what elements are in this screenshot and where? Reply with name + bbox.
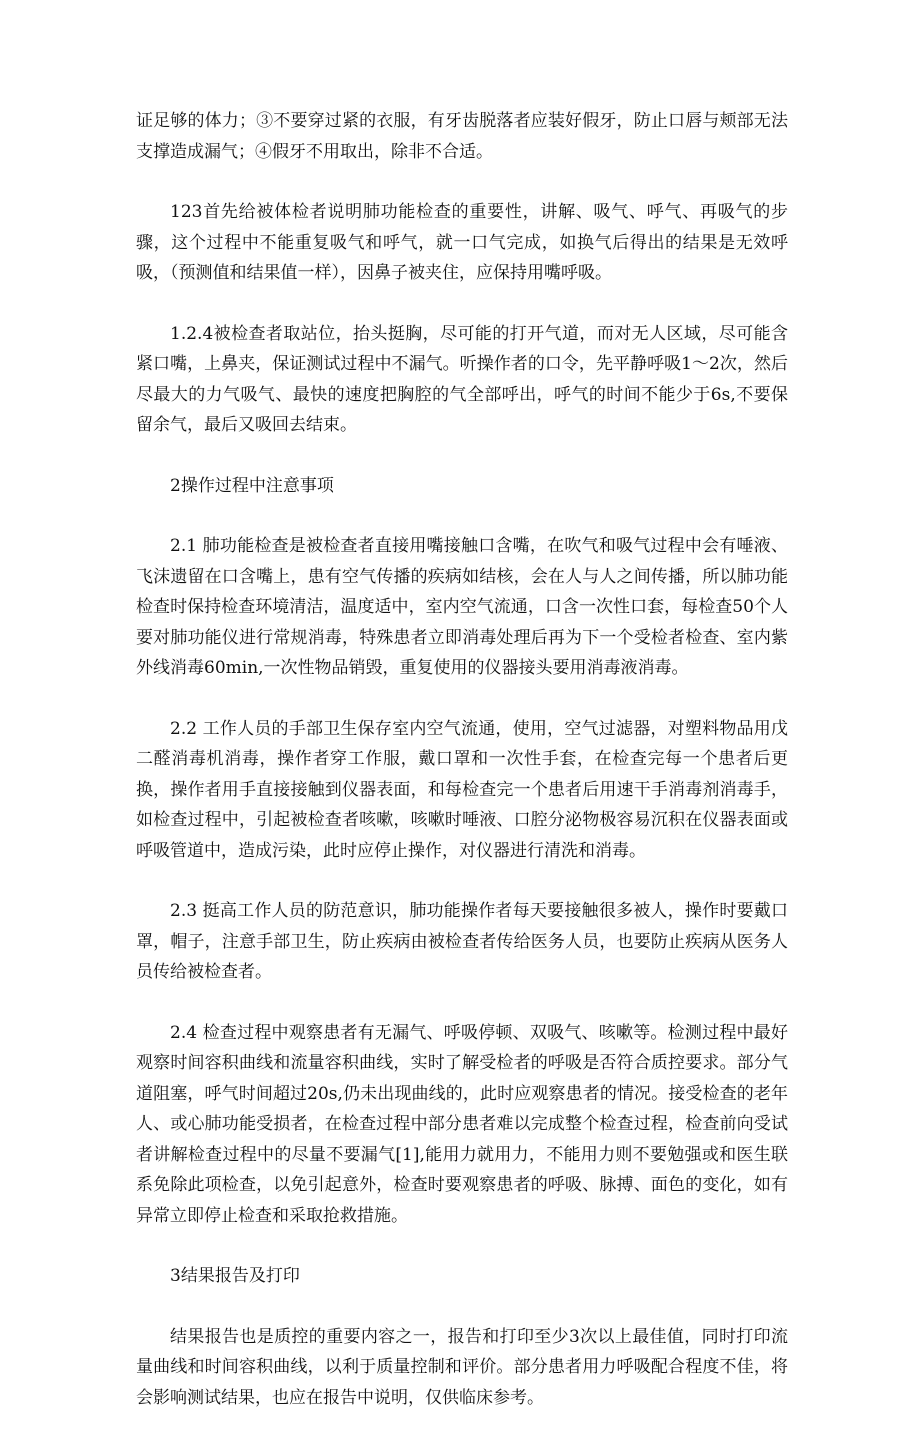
- paragraph-2-1: 2.1 肺功能检查是被检查者直接用嘴接触口含嘴，在吹气和吸气过程中会有唾液、飞沫遗留在口含嘴上，患有空气传播的疾病如结核，会在人与人之间传播，所以肺功能检查时保持检查环境清洁，温度适中，室内空气流通，口含一次性口套，每检查50个人要对肺功能仪进行常规消毒，特殊患者立即消毒处理后再为下一个受检者检查、室内紫外线消毒60min,一次性物品销毁，重复使用的仪器接头要用消毒液消毒。: [136, 536, 788, 678]
- paragraph-2-3: 2.3 挺高工作人员的防范意识，肺功能操作者每天要接触很多被人，操作时要戴口罩，帽子，注意手部卫生，防止疾病由被检查者传给医务人员，也要防止疾病从医务人员传给被检查者。: [136, 901, 788, 982]
- section-heading-3: 3结果报告及打印: [170, 1266, 300, 1286]
- paragraph-1-2-4: 1.2.4被检查者取站位，抬头挺胸，尽可能的打开气道，而对无人区域，尽可能含紧口嘴，上鼻夹，保证测试过程中不漏气。听操作者的口令，先平静呼吸1～2次，然后尽最大的力气吸气、最快的速度把胸腔的气全部呼出，呼气的时间不能少于6s,不要保留余气，最后又吸回去结束。: [136, 323, 788, 435]
- paragraph-3-report: 结果报告也是质控的重要内容之一，报告和打印至少3次以上最佳值，同时打印流量曲线和时间容积曲线，以利于质量控制和评价。部分患者用力呼吸配合程度不佳，将会影响测试结果，也应在报告中说明，仅供临床参考。: [136, 1326, 788, 1408]
- paragraph-continuation: 证足够的体力；③不要穿过紧的衣服，有牙齿脱落者应装好假牙，防止口唇与颊部无法支撑造成漏气；④假牙不用取出，除非不合适。: [136, 111, 788, 162]
- paragraph-2-2: 2.2 工作人员的手部卫生保存室内空气流通，使用，空气过滤器，对塑料物品用戊二醛消毒机消毒，操作者穿工作服，戴口罩和一次性手套，在检查完每一个患者后更换，操作者用手直接接触到仪器表面，和每检查完一个患者后用速干手消毒剂消毒手，如检查过程中，引起被检查者咳嗽，咳嗽时唾液、口腔分泌物极容易沉积在仪器表面或呼吸管道中，造成污染，此时应停止操作，对仪器进行清洗和消毒。: [136, 718, 788, 861]
- paragraph-1-2-3: 123首先给被体检者说明肺功能检查的重要性，讲解、吸气、呼气、再吸气的步骤，这个过程中不能重复吸气和呼气，就一口气完成，如换气后得出的结果是无效呼吸，（预测值和结果值一样），因鼻子被夹住，应保持用嘴呼吸。: [136, 202, 788, 283]
- section-heading-2: 2操作过程中注意事项: [170, 475, 334, 496]
- document-body: [136, 106, 788, 1443]
- paragraph-2-4: 2.4 检查过程中观察患者有无漏气、呼吸停顿、双吸气、咳嗽等。检测过程中最好观察时间容积曲线和流量容积曲线，实时了解受检者的呼吸是否符合质控要求。部分气道阻塞，呼气时间超过20s,仍未出现曲线的，此时应观察患者的情况。接受检查的老年人、或心肺功能受损者，在检查过程中部分患者难以完成整个检查过程，检查前向受试者讲解检查过程中的尽量不要漏气[1],能用力就用力，不能用力则不要勉强或和医生联系免除此项检查，以免引起意外，检查时要观察患者的呼吸、脉搏、面色的变化，如有异常立即停止检查和采取抢救措施。: [136, 1022, 788, 1226]
